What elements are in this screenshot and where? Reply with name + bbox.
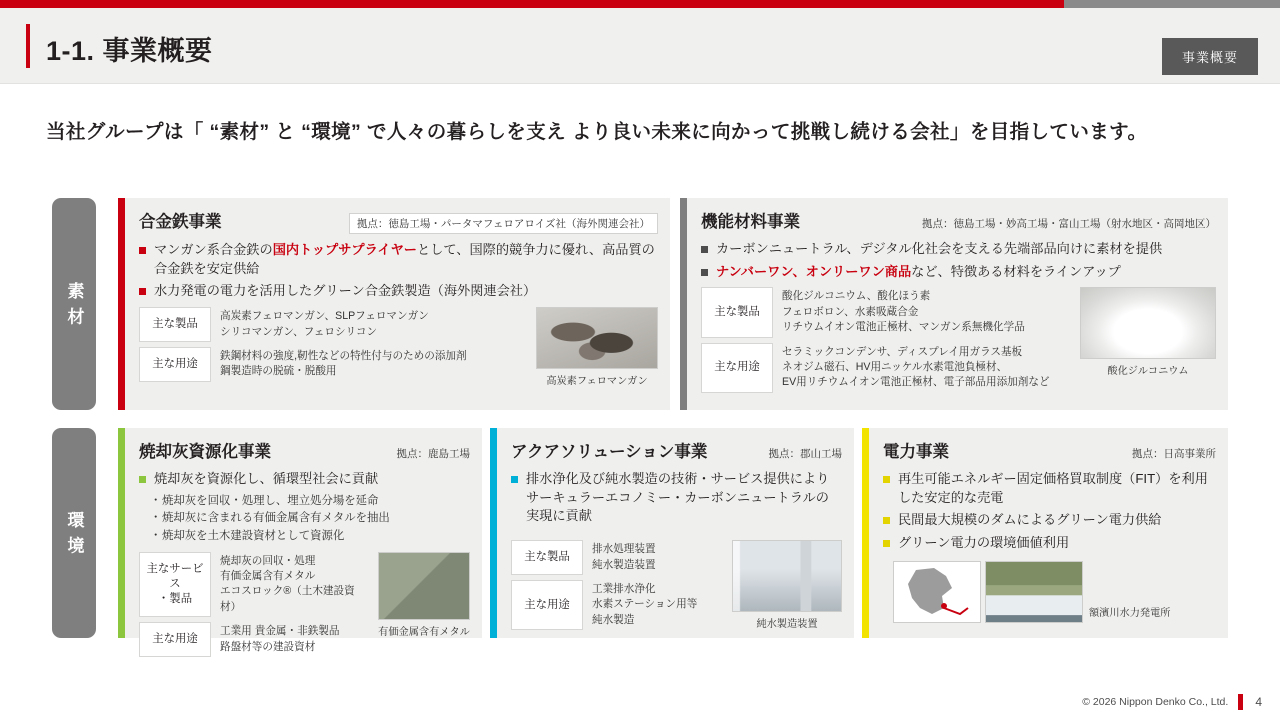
photo-block bbox=[732, 540, 842, 635]
spec-value: 工業排水浄化 水素ステーション用等 純水製造 bbox=[592, 582, 698, 626]
photo-caption: 純水製造装置 bbox=[756, 619, 818, 631]
slide-header bbox=[0, 8, 1280, 84]
panel-sub-list bbox=[152, 493, 470, 546]
panel-functional-materials bbox=[680, 198, 1228, 410]
spec-value: 焼却灰の回収・処理 有価金属含有メタル エコスロック®（土木建設資材） bbox=[220, 554, 355, 613]
list-item: 排水浄化及び純水製造の技術・サービス提供によりサーキュラーエコノミー・カーボンニュートラルの実現に貢献 bbox=[511, 470, 842, 526]
map-block bbox=[893, 561, 981, 623]
panel-header bbox=[511, 438, 842, 463]
list-item: ・ 焼却灰を回収・処理し、埋立処分場を延命 bbox=[152, 493, 470, 511]
spec-table bbox=[511, 540, 842, 635]
map-shape-icon bbox=[894, 562, 982, 624]
product-photo bbox=[536, 307, 658, 369]
spec-key: 主な製品 bbox=[701, 287, 773, 337]
spec-key: 主な用途 bbox=[139, 347, 211, 382]
panel-power bbox=[862, 428, 1228, 638]
list-item: 再生可能エネルギー固定価格買取制度（FIT）を利用した安定的な売電 bbox=[883, 470, 1216, 507]
spec-key: 主な用途 bbox=[511, 580, 583, 630]
panel-bullet-list bbox=[139, 470, 470, 489]
table-row bbox=[511, 580, 724, 630]
list-item: 焼却灰を資源化し、循環型社会に貢献 bbox=[139, 470, 470, 489]
panel-aqua-solution bbox=[490, 428, 854, 638]
table-row bbox=[139, 347, 528, 382]
lead-statement: 当社グループは「 “素材” と “環境” で人々の暮らしを支え より良い未来に向かって挑戦し続ける会社」を目指しています。 bbox=[46, 121, 1148, 143]
panel-title: アクアソリューション事業 bbox=[511, 443, 708, 461]
panel-header bbox=[701, 208, 1216, 233]
photo-block bbox=[985, 561, 1083, 623]
page-number: 4 bbox=[1255, 695, 1262, 709]
table-row bbox=[139, 307, 528, 342]
panel-bullet-list bbox=[511, 470, 842, 526]
product-photo bbox=[732, 540, 842, 612]
category-tab-environment: 環 境 bbox=[52, 428, 96, 638]
spec-table bbox=[139, 307, 658, 387]
photo-block bbox=[536, 307, 658, 387]
spec-key: 主な製品 bbox=[139, 307, 211, 342]
category-tab-materials: 素 材 bbox=[52, 198, 96, 410]
table-row bbox=[701, 343, 1072, 393]
panel-color-bar bbox=[862, 428, 869, 638]
spec-value: 排水処理装置 純水製造装置 bbox=[592, 543, 656, 571]
panel-header bbox=[883, 438, 1216, 463]
panel-alloy-iron bbox=[118, 198, 670, 410]
dam-photo bbox=[985, 561, 1083, 623]
photo-row bbox=[883, 561, 1216, 623]
product-photo bbox=[1080, 287, 1216, 359]
section-tag-badge: 事業概要 bbox=[1162, 38, 1258, 75]
panel-incineration-ash bbox=[118, 428, 482, 653]
photo-block bbox=[378, 552, 470, 662]
slide-footer bbox=[1082, 694, 1262, 710]
copyright-text: © 2026 Nippon Denko Co., Ltd. bbox=[1082, 696, 1229, 708]
panel-header bbox=[139, 438, 470, 463]
list-item: ・ 焼却灰に含まれる有価金属含有メタルを抽出 bbox=[152, 510, 470, 528]
photo-block bbox=[1080, 287, 1216, 397]
panel-title: 焼却灰資源化事業 bbox=[139, 443, 271, 461]
panel-base-label: 拠点：日高事業所 bbox=[1132, 448, 1216, 460]
spec-value: 工業用 貴金属・非鉄製品 路盤材等の建設資材 bbox=[220, 625, 340, 653]
panel-color-bar bbox=[118, 198, 125, 410]
panel-bullet-list bbox=[883, 470, 1216, 553]
list-item: マンガン系合金鉄の国内トップサプライヤーとして、国際的競争力に優れ、高品質の合金鉄を安定供給 bbox=[139, 241, 658, 278]
photo-caption: 有価金属含有メタル bbox=[378, 626, 470, 638]
product-photo bbox=[378, 552, 470, 620]
hokkaido-map-icon bbox=[893, 561, 981, 623]
list-item: カーボンニュートラル、デジタル化社会を支える先端部品向けに素材を提供 bbox=[701, 240, 1216, 259]
panel-color-bar bbox=[490, 428, 497, 638]
table-row bbox=[701, 287, 1072, 337]
spec-key: 主な用途 bbox=[139, 622, 211, 657]
list-item: ナンバーワン、オンリーワン商品など、特徴ある材料をラインアップ bbox=[701, 263, 1216, 282]
table-row bbox=[139, 552, 370, 617]
panel-bullet-list bbox=[701, 240, 1216, 281]
top-accent-grey bbox=[1064, 0, 1280, 8]
spec-table bbox=[139, 552, 470, 662]
list-item: 民間最大規模のダムによるグリーン電力供給 bbox=[883, 511, 1216, 530]
panel-title: 機能材料事業 bbox=[701, 213, 800, 231]
panel-base-label: 拠点：徳島工場・パータマフェロアロイズ社（海外関連会社） bbox=[349, 213, 658, 234]
photo-caption: 高炭素フェロマンガン bbox=[546, 376, 648, 388]
table-row bbox=[139, 622, 370, 657]
top-accent-red bbox=[0, 0, 1064, 8]
top-accent-bar bbox=[0, 0, 1280, 8]
panel-bullet-list bbox=[139, 241, 658, 301]
panel-header bbox=[139, 208, 658, 234]
spec-key: 主なサービス ・製品 bbox=[139, 552, 211, 617]
title-accent-mark bbox=[26, 24, 30, 68]
footer-accent-mark bbox=[1238, 694, 1243, 710]
list-item: グリーン電力の環境価値利用 bbox=[883, 534, 1216, 553]
list-item: ・ 焼却灰を土木建設資材として資源化 bbox=[152, 528, 470, 546]
list-item: 水力発電の電力を活用したグリーン合金鉄製造（海外関連会社） bbox=[139, 282, 658, 301]
panel-base-label: 拠点：郡山工場 bbox=[768, 448, 842, 460]
panel-color-bar bbox=[680, 198, 687, 410]
panel-base-label: 拠点：徳島工場・妙高工場・富山工場（射水地区・高岡地区） bbox=[922, 218, 1216, 230]
spec-value: 酸化ジルコニウム、酸化ほう素 フェロボロン、水素吸蔵合金 リチウムイオン電池正極材、マンガン系無機化学品 bbox=[782, 290, 1025, 334]
panel-color-bar bbox=[118, 428, 125, 638]
spec-value: 鉄鋼材料の強度,靭性などの特性付与のための添加剤 鋼製造時の脱硫・脱酸用 bbox=[220, 349, 467, 378]
photo-caption: 酸化ジルコニウム bbox=[1107, 366, 1189, 378]
spec-key: 主な用途 bbox=[701, 343, 773, 393]
spec-value: セラミックコンデンサ、ディスプレイ用ガラス基板 ネオジム磁石、HV用ニッケル水素電池負極材、 EV用リチウムイオン電池正極材、電子部品用添加剤など bbox=[782, 345, 1050, 389]
panel-title: 電力事業 bbox=[883, 443, 949, 461]
spec-table bbox=[701, 287, 1216, 397]
page-title: 1-1. 事業概要 bbox=[46, 36, 213, 66]
panel-title: 合金鉄事業 bbox=[139, 213, 222, 231]
spec-key: 主な製品 bbox=[511, 540, 583, 575]
spec-value: 高炭素フェロマンガン、SLPフェロマンガン シリコマンガン、フェロシリコン bbox=[220, 310, 429, 338]
panel-base-label: 拠点：鹿島工場 bbox=[396, 448, 470, 460]
photo-caption: 額濱川水力発電所 bbox=[1089, 607, 1171, 619]
table-row bbox=[511, 540, 724, 575]
